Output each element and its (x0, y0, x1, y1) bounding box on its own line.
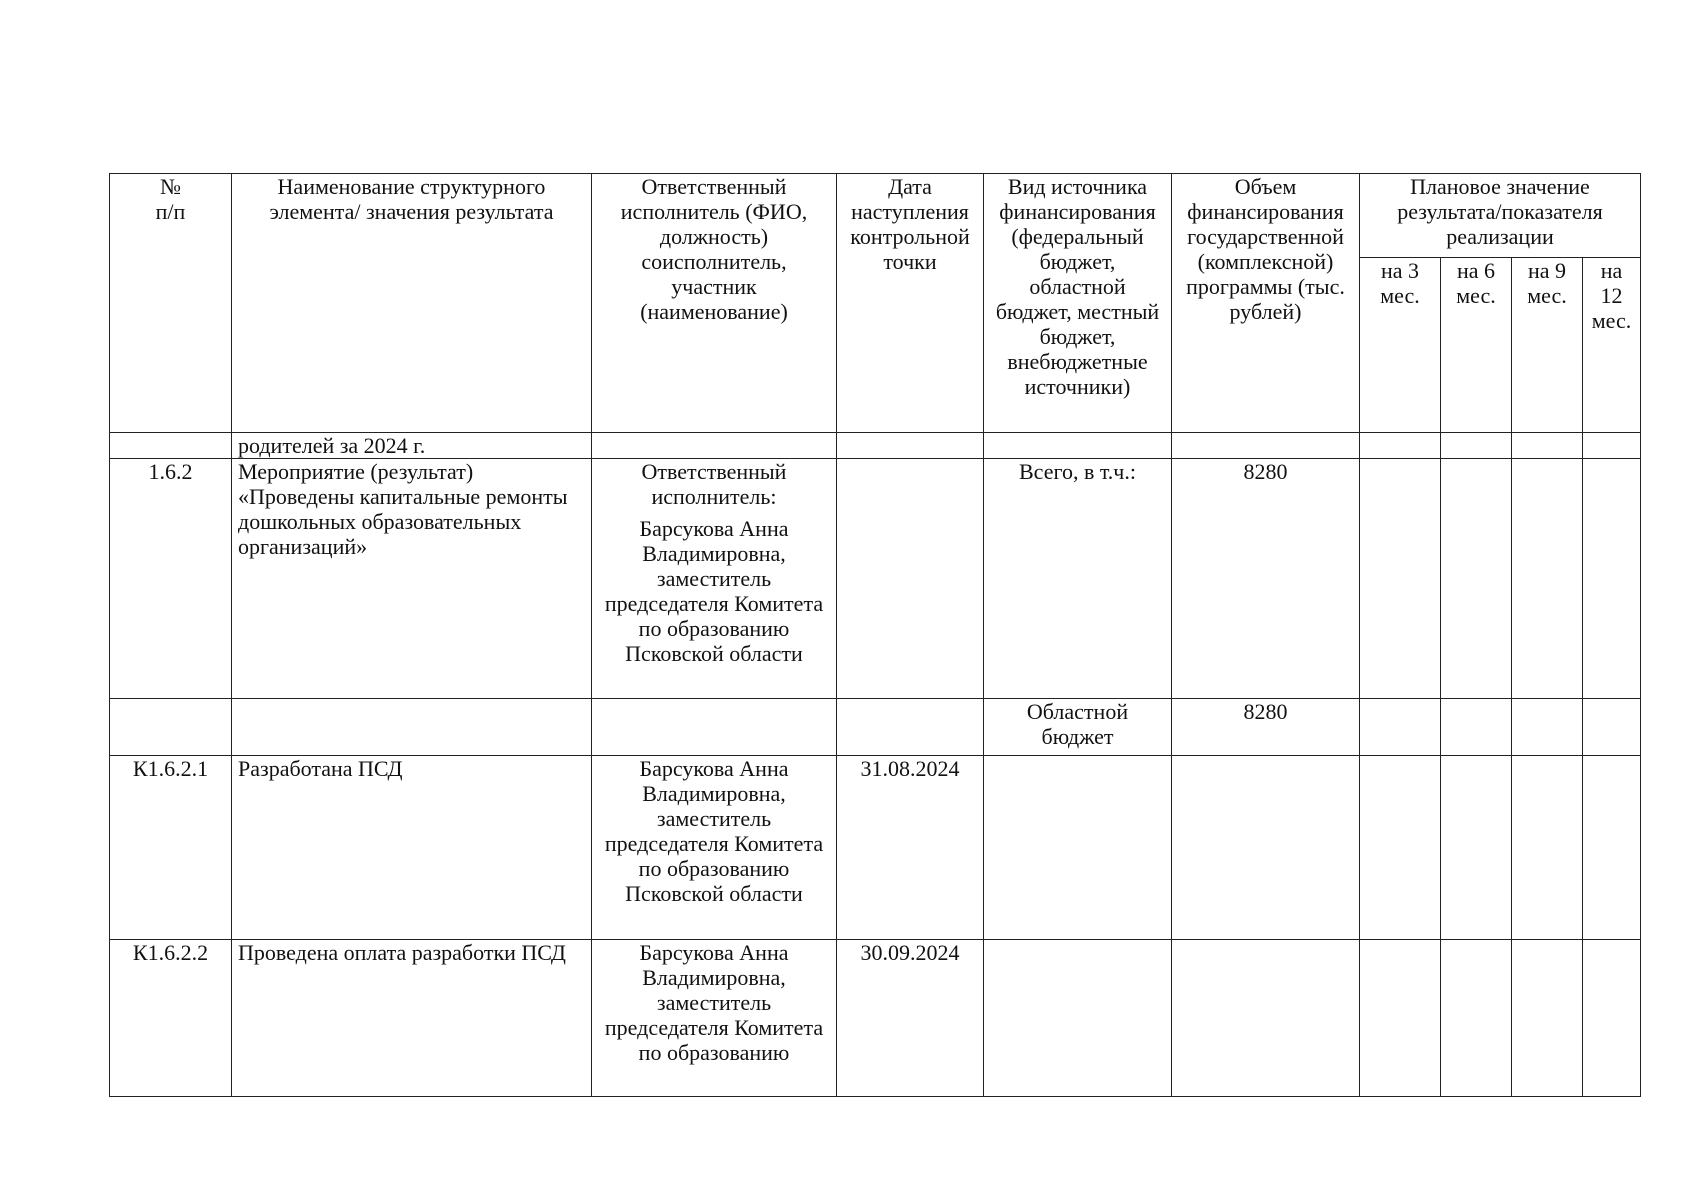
row-num: К1.6.2.2 (110, 940, 232, 1097)
row-source (984, 940, 1172, 1097)
table-row (110, 756, 1641, 940)
row-plan-6 (1441, 756, 1512, 940)
row-volume (1172, 433, 1360, 459)
row-plan-6 (1441, 459, 1512, 699)
row-plan-6 (1441, 940, 1512, 1097)
table-header-row (110, 174, 1641, 258)
row-plan-3 (1360, 940, 1441, 1097)
row-plan-6 (1441, 699, 1512, 756)
row-name: Мероприятие (результат) «Проведены капитальные ремонты дошкольных образовательных организаций» (232, 459, 592, 699)
row-date: 30.09.2024 (837, 940, 984, 1097)
row-plan-12 (1583, 459, 1641, 699)
table-row (110, 699, 1641, 756)
row-plan-9 (1512, 699, 1583, 756)
row-plan-3 (1360, 459, 1441, 699)
row-responsible-person: Барсукова Анна Владимировна, заместитель председателя Комитета по образованию Псковской области (604, 516, 824, 666)
header-responsible: Ответственный исполнитель (ФИО, должность) соисполнитель, участник (наименование) (592, 174, 837, 433)
row-volume (1172, 756, 1360, 940)
header-month-9: на 9 мес. (1512, 258, 1583, 433)
table-row (110, 459, 1641, 699)
row-date (837, 433, 984, 459)
header-month-6: на 6 мес. (1441, 258, 1512, 433)
row-name (232, 699, 592, 756)
header-plan: Плановое значение результата/показателя реализации (1360, 174, 1641, 258)
row-num: 1.6.2 (110, 459, 232, 699)
row-plan-12 (1583, 433, 1641, 459)
header-source: Вид источника финансирования (федеральный бюджет, областной бюджет, местный бюджет, внебюджетные источники) (984, 174, 1172, 433)
header-date: Дата наступления контрольной точки (837, 174, 984, 433)
row-responsible (592, 459, 837, 699)
row-plan-12 (1583, 699, 1641, 756)
row-date: 31.08.2024 (837, 756, 984, 940)
row-plan-6 (1441, 433, 1512, 459)
header-name: Наименование структурного элемента/ значения результата (232, 174, 592, 433)
row-responsible (592, 433, 837, 459)
row-volume (1172, 940, 1360, 1097)
row-name: Проведена оплата разработки ПСД (232, 940, 592, 1097)
table-row (110, 433, 1641, 459)
row-date (837, 699, 984, 756)
plan-table (109, 173, 1641, 1097)
header-month-12: на 12 мес. (1583, 258, 1641, 433)
row-plan-3 (1360, 699, 1441, 756)
header-month-3: на 3 мес. (1360, 258, 1441, 433)
row-source (984, 756, 1172, 940)
row-source: Всего, в т.ч.: (984, 459, 1172, 699)
row-plan-9 (1512, 940, 1583, 1097)
row-plan-3 (1360, 433, 1441, 459)
row-responsible (592, 699, 837, 756)
row-volume: 8280 (1172, 459, 1360, 699)
row-volume: 8280 (1172, 699, 1360, 756)
row-plan-12 (1583, 940, 1641, 1097)
row-plan-9 (1512, 756, 1583, 940)
row-source (984, 433, 1172, 459)
header-volume: Объем финансирования государственной (комплексной) программы (тыс. рублей) (1172, 174, 1360, 433)
row-name: Разработана ПСД (232, 756, 592, 940)
row-source: Областной бюджет (984, 699, 1172, 756)
row-responsible: Барсукова Анна Владимировна, заместитель председателя Комитета по образованию (592, 940, 837, 1097)
row-responsible: Барсукова Анна Владимировна, заместитель председателя Комитета по образованию Псковской области (592, 756, 837, 940)
row-plan-3 (1360, 756, 1441, 940)
row-plan-9 (1512, 433, 1583, 459)
table-row (110, 940, 1641, 1097)
row-num (110, 699, 232, 756)
row-name: родителей за 2024 г. (232, 433, 592, 459)
row-num: К1.6.2.1 (110, 756, 232, 940)
row-date (837, 459, 984, 699)
row-plan-12 (1583, 756, 1641, 940)
header-num: № п/п (110, 174, 232, 433)
row-num (110, 433, 232, 459)
row-plan-9 (1512, 459, 1583, 699)
row-responsible-title: Ответственный исполнитель: (641, 459, 787, 509)
